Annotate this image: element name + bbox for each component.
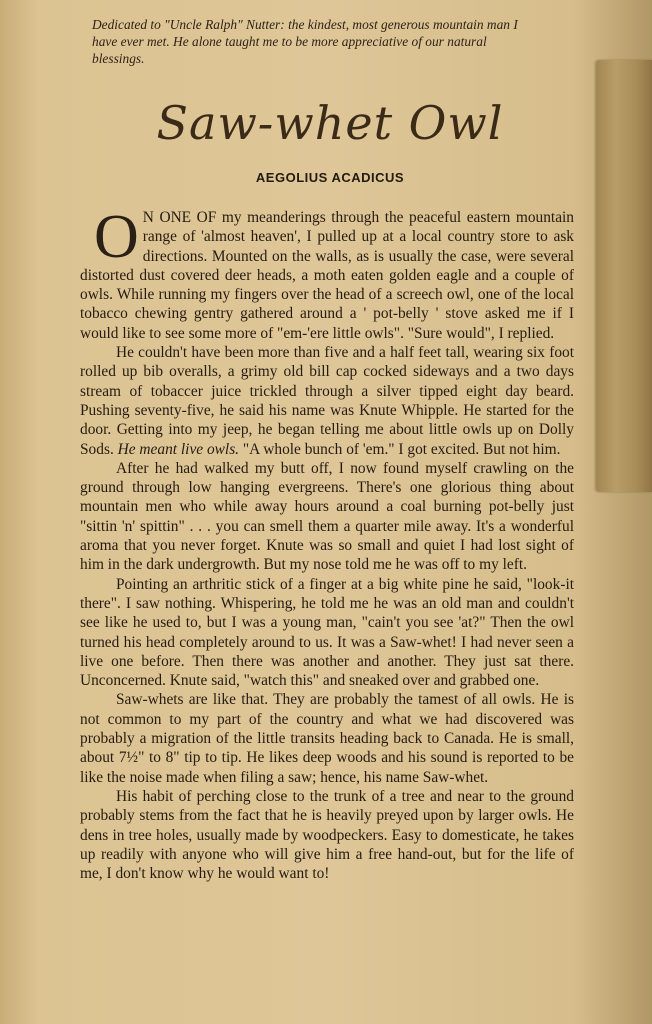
paragraph-1 bbox=[80, 203, 574, 343]
paragraph-3: After he had walked my butt off, I now found myself crawling on the ground through low hanging evergreens. There's one glorious thing about mountain men who while away hours around a coal burning pot-belly just "sittin 'n' spittin" . . . you can smell them a quarter mile away. It's a wonderful aroma that you never forget. Knute was so small and quiet I had lost sight of him in the dark undergrowth. But my nose told me he was off to my left. bbox=[80, 459, 574, 574]
paragraph-2-italic: He meant live owls. bbox=[117, 440, 240, 458]
paragraph-2-text-b: "A whole bunch of 'em." I got excited. But not him. bbox=[239, 440, 561, 458]
paragraph-2-text-a: He couldn't have been more than five and a half feet tall, wearing six foot rolled up bib overalls, a grimy old bill cap cocked sideways and a two days stream of tobaccer juice trickled through a silver tipped eight day beard. Pushing seventy-five, he said his name was Knute Whipple. He started for the door. Getting into my jeep, he began telling me about little owls up on Dolly Sods. bbox=[80, 344, 574, 458]
drop-cap: O bbox=[94, 203, 139, 271]
title: Saw-whet Owl bbox=[156, 96, 504, 150]
tape-strip bbox=[596, 60, 652, 492]
paragraph-2 bbox=[80, 343, 574, 459]
paragraph-6: His habit of perching close to the trunk of a tree and near to the ground probably stems from the fact that he is heavily preyed upon by larger owls. He dens in tree holes, usually made by woodpeckers. Easy to domesticate, he takes up readily with anyone who will give him a free hand-out, but for the life of me, I don't know why he would want to! bbox=[80, 787, 574, 883]
paragraph-1-text: my meanderings through the peaceful eastern mountain range of 'almost heaven', I pulled up at a local country store to ask directions. Mounted on the walls, as is usually the case, were several distorted dust covered deer heads, a moth eaten golden eagle and a couple of owls. While running my fingers over the head of a screech owl, one of the local tobacco chewing gentry gathered around a ' pot-belly ' stove asked me if I would like to see some more of "em-'ere little owls". "Sure would", I replied. bbox=[80, 209, 574, 342]
paragraph-5: Saw-whets are like that. They are probably the tamest of all owls. He is not common to my part of the country and what we had discovered was probably a migration of the little transits heading back to Canada. He is small, about 7½" to 8" tip to tip. He likes deep woods and his sound is reported to be like the noise made when filing a saw; hence, his name Saw-whet. bbox=[80, 691, 574, 786]
lead-in: N ONE OF bbox=[142, 209, 217, 226]
dedication: Dedicated to "Uncle Ralph" Nutter: the kindest, most generous mountain man I have ever met. He alone taught me to be more appreciative of our natural blessings. bbox=[92, 17, 518, 66]
paragraph-4: Pointing an arthritic stick of a finger at a big white pine he said, "look-it there". I saw nothing. Whispering, he told me he was an old man and couldn't see like he used to, but I was a young man, "cain't you see 'at?" Then the owl turned his head completely around to us. It was a Saw-whet! I had never seen a live one before. Then there was another and another. They just sat there. Unconcerned. Knute said, "watch this" and sneaked over and grabbed one. bbox=[80, 575, 574, 690]
subtitle: AEGOLIUS ACADICUS bbox=[255, 170, 405, 185]
article-body bbox=[80, 203, 574, 883]
